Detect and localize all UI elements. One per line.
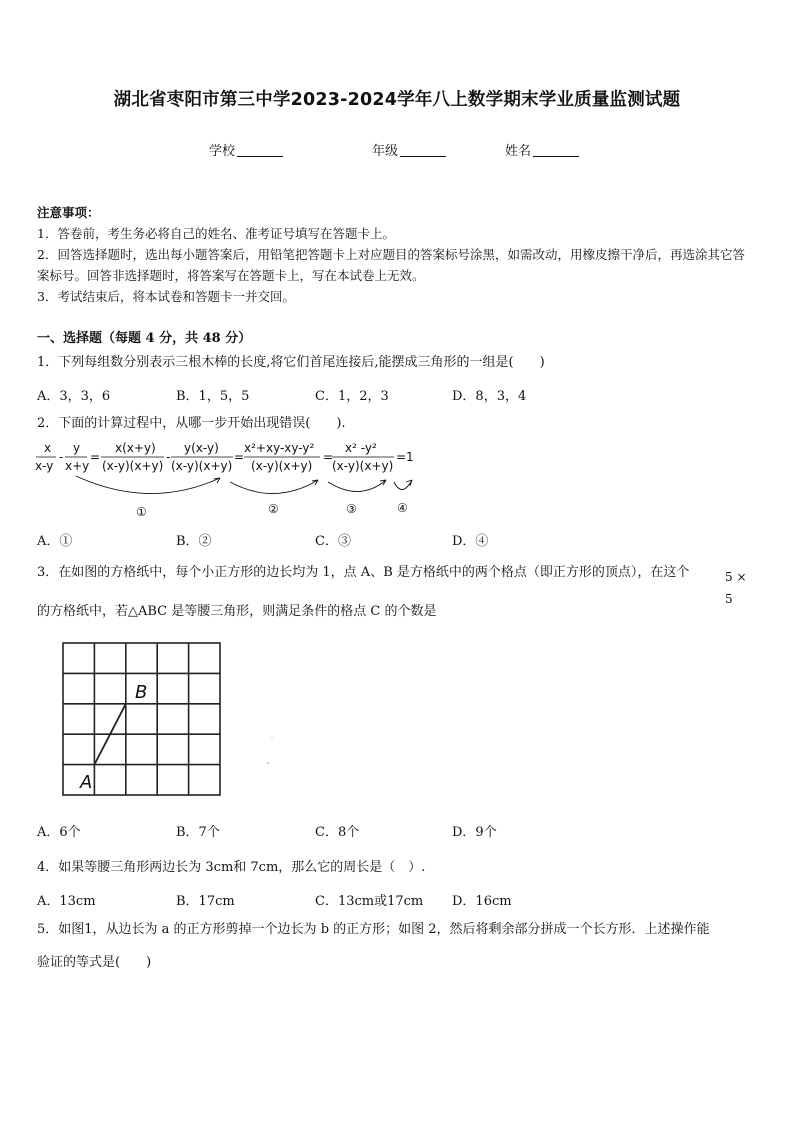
option-a: A．① xyxy=(37,534,73,549)
frac-2-den: x+y xyxy=(65,459,90,473)
option-d: D．8，3，4 xyxy=(452,389,527,404)
question-3-options xyxy=(37,821,757,841)
option-d: D．9个 xyxy=(452,825,497,840)
step-1-label: ① xyxy=(136,505,147,519)
frac-2-num: y xyxy=(73,441,81,455)
question-4-stem: 4．如果等腰三角形两边长为 3cm和 7cm，那么它的周长是（ ）. xyxy=(37,860,426,875)
frac-5-den: (x-y)(x+y) xyxy=(251,459,313,473)
step-1-arc xyxy=(76,476,220,494)
option-c: C．8个 xyxy=(315,825,360,840)
stray-dot xyxy=(271,737,273,739)
frac-3-den: (x-y)(x+y) xyxy=(102,459,164,473)
notes-block xyxy=(37,202,757,307)
step-3-arc xyxy=(328,480,386,492)
question-4-options xyxy=(37,890,757,910)
option-d: D．④ xyxy=(452,534,489,549)
grid-size: 5 × 5 xyxy=(725,570,747,606)
note-item: 3．考试结束后，将本试卷和答题卡一并交回。 xyxy=(37,289,295,304)
frac-1-num: x xyxy=(44,441,52,455)
equals-sign: = xyxy=(90,450,101,464)
name-field: 姓名 xyxy=(505,140,579,159)
question-1-options xyxy=(37,385,757,405)
frac-6-num: x² -y² xyxy=(345,441,377,455)
grid-figure xyxy=(58,638,278,798)
school-field: 学校 xyxy=(209,140,283,159)
option-c: C．13cm或17cm xyxy=(315,894,424,909)
minus-sign: - xyxy=(166,450,171,464)
page-title: 湖北省枣阳市第三中学2023-2024学年八上数学期末学业质量监测试题 xyxy=(113,90,681,110)
equals-sign: = xyxy=(323,450,334,464)
calculation-formula xyxy=(30,436,430,526)
step-3-label: ③ xyxy=(346,502,357,516)
note-item: 2．回答选择题时，选出每小题答案后，用铅笔把答题卡上对应题目的答案标号涂黑，如需改动，用橡皮擦干净后，再选涂其它答案标号。回答非选择题时，将答案写在答题卡上，写在本试卷上无效。 xyxy=(37,247,745,283)
minus-sign: - xyxy=(59,450,64,464)
question-5-stem: 5．如图1，从边长为 a 的正方形剪掉一个边长为 b 的正方形；如图 2，然后将剩余部分拼成一个长方形．上述操作能 xyxy=(37,922,710,937)
point-a-label: A xyxy=(80,772,93,793)
question-2-options xyxy=(37,530,757,550)
notes-heading: 注意事项： xyxy=(37,205,100,220)
frac-4-den: (x-y)(x+y) xyxy=(171,459,233,473)
stray-dot xyxy=(267,762,269,764)
question-3-stem-cont: 的方格纸中，若△ABC 是等腰三角形，则满足条件的格点 C 的个数是 xyxy=(37,604,437,619)
option-a: A．13cm xyxy=(37,894,96,909)
option-b: B．1，5，5 xyxy=(176,389,250,404)
frac-3-num: x(x+y) xyxy=(115,441,156,455)
section-heading: 一、选择题（每题 4 分，共 48 分） xyxy=(37,331,252,346)
step-2-label: ② xyxy=(268,502,279,516)
step-4-arc xyxy=(394,480,412,490)
option-b: B．7个 xyxy=(176,825,220,840)
point-b-label: B xyxy=(135,682,148,703)
frac-1-den: x-y xyxy=(35,459,54,473)
frac-4-num: y(x-y) xyxy=(184,441,219,455)
question-3-stem: 3．在如图的方格纸中，每个小正方形的边长均为 1，点 A、B 是方格纸中的两个格点（即正方形的顶点），在这个 5 × 5 xyxy=(37,562,757,584)
frac-6-den: (x-y)(x+y) xyxy=(332,459,394,473)
option-b: B．② xyxy=(176,534,212,549)
question-2-stem: 2．下面的计算过程中，从哪一步开始出现错误( ). xyxy=(37,416,346,431)
equals-one: =1 xyxy=(396,450,414,464)
option-a: A．6个 xyxy=(37,825,81,840)
question-1-stem: 1．下列每组数分别表示三根木棒的长度,将它们首尾连接后,能摆成三角形的一组是( ) xyxy=(37,355,545,370)
equals-sign: = xyxy=(234,450,245,464)
option-a: A．3，3，6 xyxy=(37,389,111,404)
option-d: D．16cm xyxy=(452,894,512,909)
option-c: C．1，2，3 xyxy=(315,389,389,404)
frac-5-num: x²+xy-xy-y² xyxy=(244,441,315,455)
option-c: C．③ xyxy=(315,534,351,549)
step-2-arc xyxy=(230,480,318,494)
question-5-stem-cont: 验证的等式是( ) xyxy=(37,955,152,970)
step-4-label: ④ xyxy=(397,501,408,515)
note-item: 1．答卷前，考生务必将自己的姓名、准考证号填写在答题卡上。 xyxy=(37,226,395,241)
option-b: B．17cm xyxy=(176,894,235,909)
grade-field: 年级 xyxy=(372,140,446,159)
